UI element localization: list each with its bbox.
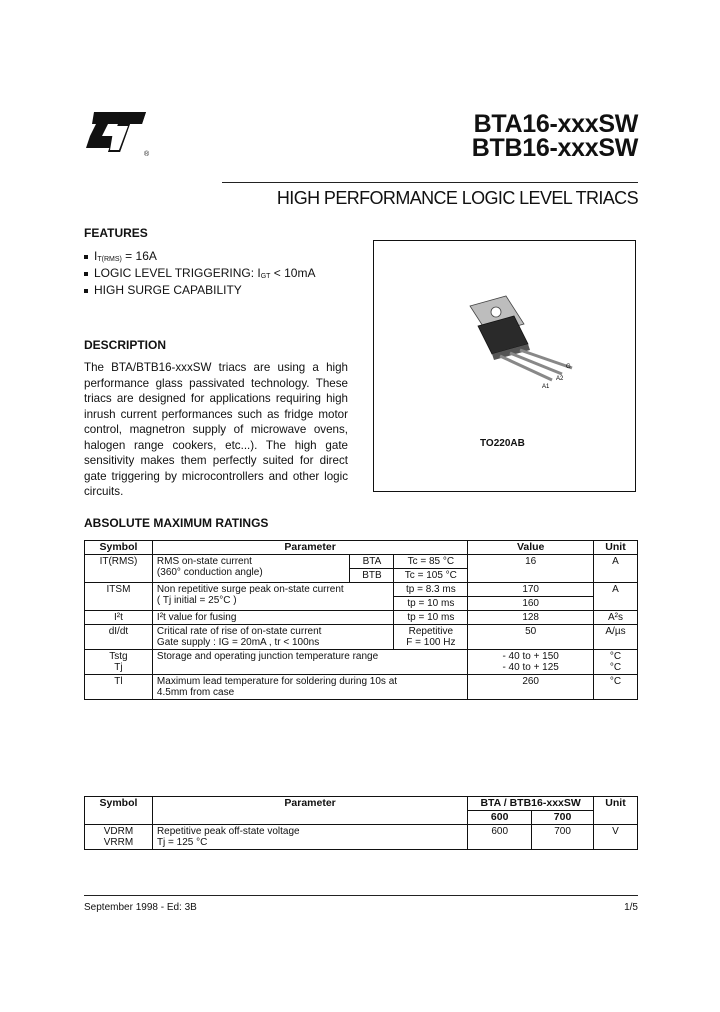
header-rule	[222, 182, 638, 183]
page-number: 1/5	[624, 902, 638, 913]
document-subtitle: HIGH PERFORMANCE LOGIC LEVEL TRIACS	[276, 188, 638, 208]
description-text: The BTA/BTB16-xxxSW triacs are using a high performance glass passivated technology. These triacs are designed for applications requiring high inrush current performances such as fridge motor control, magnetron supply of microwave ovens, halogen range cookers, etc...). The high gate sensitivity makes them perfectly suited for direct gate triggering by microcontrollers and other logic circuits.	[84, 361, 348, 498]
package-label: TO220AB	[480, 438, 525, 449]
pin-g-label: G	[566, 364, 571, 370]
table-row: BTB Tc = 105 °C	[85, 569, 638, 583]
pin-a2-label: A2	[556, 376, 564, 382]
pin-a1-label: A1	[542, 384, 550, 390]
table-row: Tl Maximum lead temperature for soldering during 10s at 4.5mm from case 260 °C	[85, 675, 638, 700]
footer-rule	[84, 895, 638, 896]
features-list	[84, 248, 315, 299]
col-parameter: Parameter	[152, 541, 467, 555]
bullet-icon	[84, 289, 88, 293]
table-row: ITSM Non repetitive surge peak on-state current ( Tj initial = 25°C ) tp = 8.3 ms 170 A	[85, 583, 638, 597]
features-heading: FEATURES	[84, 226, 148, 240]
col-value: Value	[468, 541, 594, 555]
to220-package-icon	[440, 288, 580, 393]
table-header-row	[85, 541, 638, 555]
table-row: Tstg Tj Storage and operating junction temperature range - 40 to + 150 - 40 to + 125 °C °C	[85, 650, 638, 675]
feature-item: LOGIC LEVEL TRIGGERING: $I_{GT} < 10mA$	[84, 265, 315, 282]
table-row: VDRM VRRM Repetitive peak off-state voltage Tj = 125 °C 600 700 V	[85, 825, 638, 850]
table-header-row: 600 700	[85, 811, 638, 825]
table-row: IT(RMS) RMS on-state current (360° conduction angle) BTA Tc = 85 °C 16 A	[85, 555, 638, 569]
description-heading: DESCRIPTION	[84, 338, 167, 352]
col-symbol: Symbol	[85, 541, 153, 555]
bullet-icon	[84, 272, 88, 276]
part-number-btb: BTB16-xxxSW	[471, 134, 638, 162]
ratings-heading: ABSOLUTE MAXIMUM RATINGS	[84, 516, 269, 530]
feature-item: HIGH SURGE CAPABILITY	[84, 282, 315, 299]
bullet-icon	[84, 255, 88, 259]
col-unit: Unit	[594, 541, 638, 555]
table-row: I²t I²t value for fusing tp = 10 ms 128 A²s	[85, 611, 638, 625]
ratings-table	[84, 540, 638, 700]
feature-item: $I_{T(RMS)} = 16A$	[84, 248, 315, 265]
part-number-bta: BTA16-xxxSW	[473, 110, 638, 138]
table-header-row: Symbol Parameter BTA / BTB16-xxxSW Unit	[85, 797, 638, 811]
footer-date: September 1998 - Ed: 3B	[84, 902, 197, 913]
table-row: dI/dt Critical rate of rise of on-state current Gate supply : IG = 20mA , tr < 100ns Repetitive F = 100 Hz 50 A/µs	[85, 625, 638, 650]
registered-mark: ®	[144, 151, 150, 158]
voltage-table	[84, 796, 638, 850]
table-row: tp = 10 ms 160	[85, 597, 638, 611]
st-logo	[84, 108, 156, 158]
